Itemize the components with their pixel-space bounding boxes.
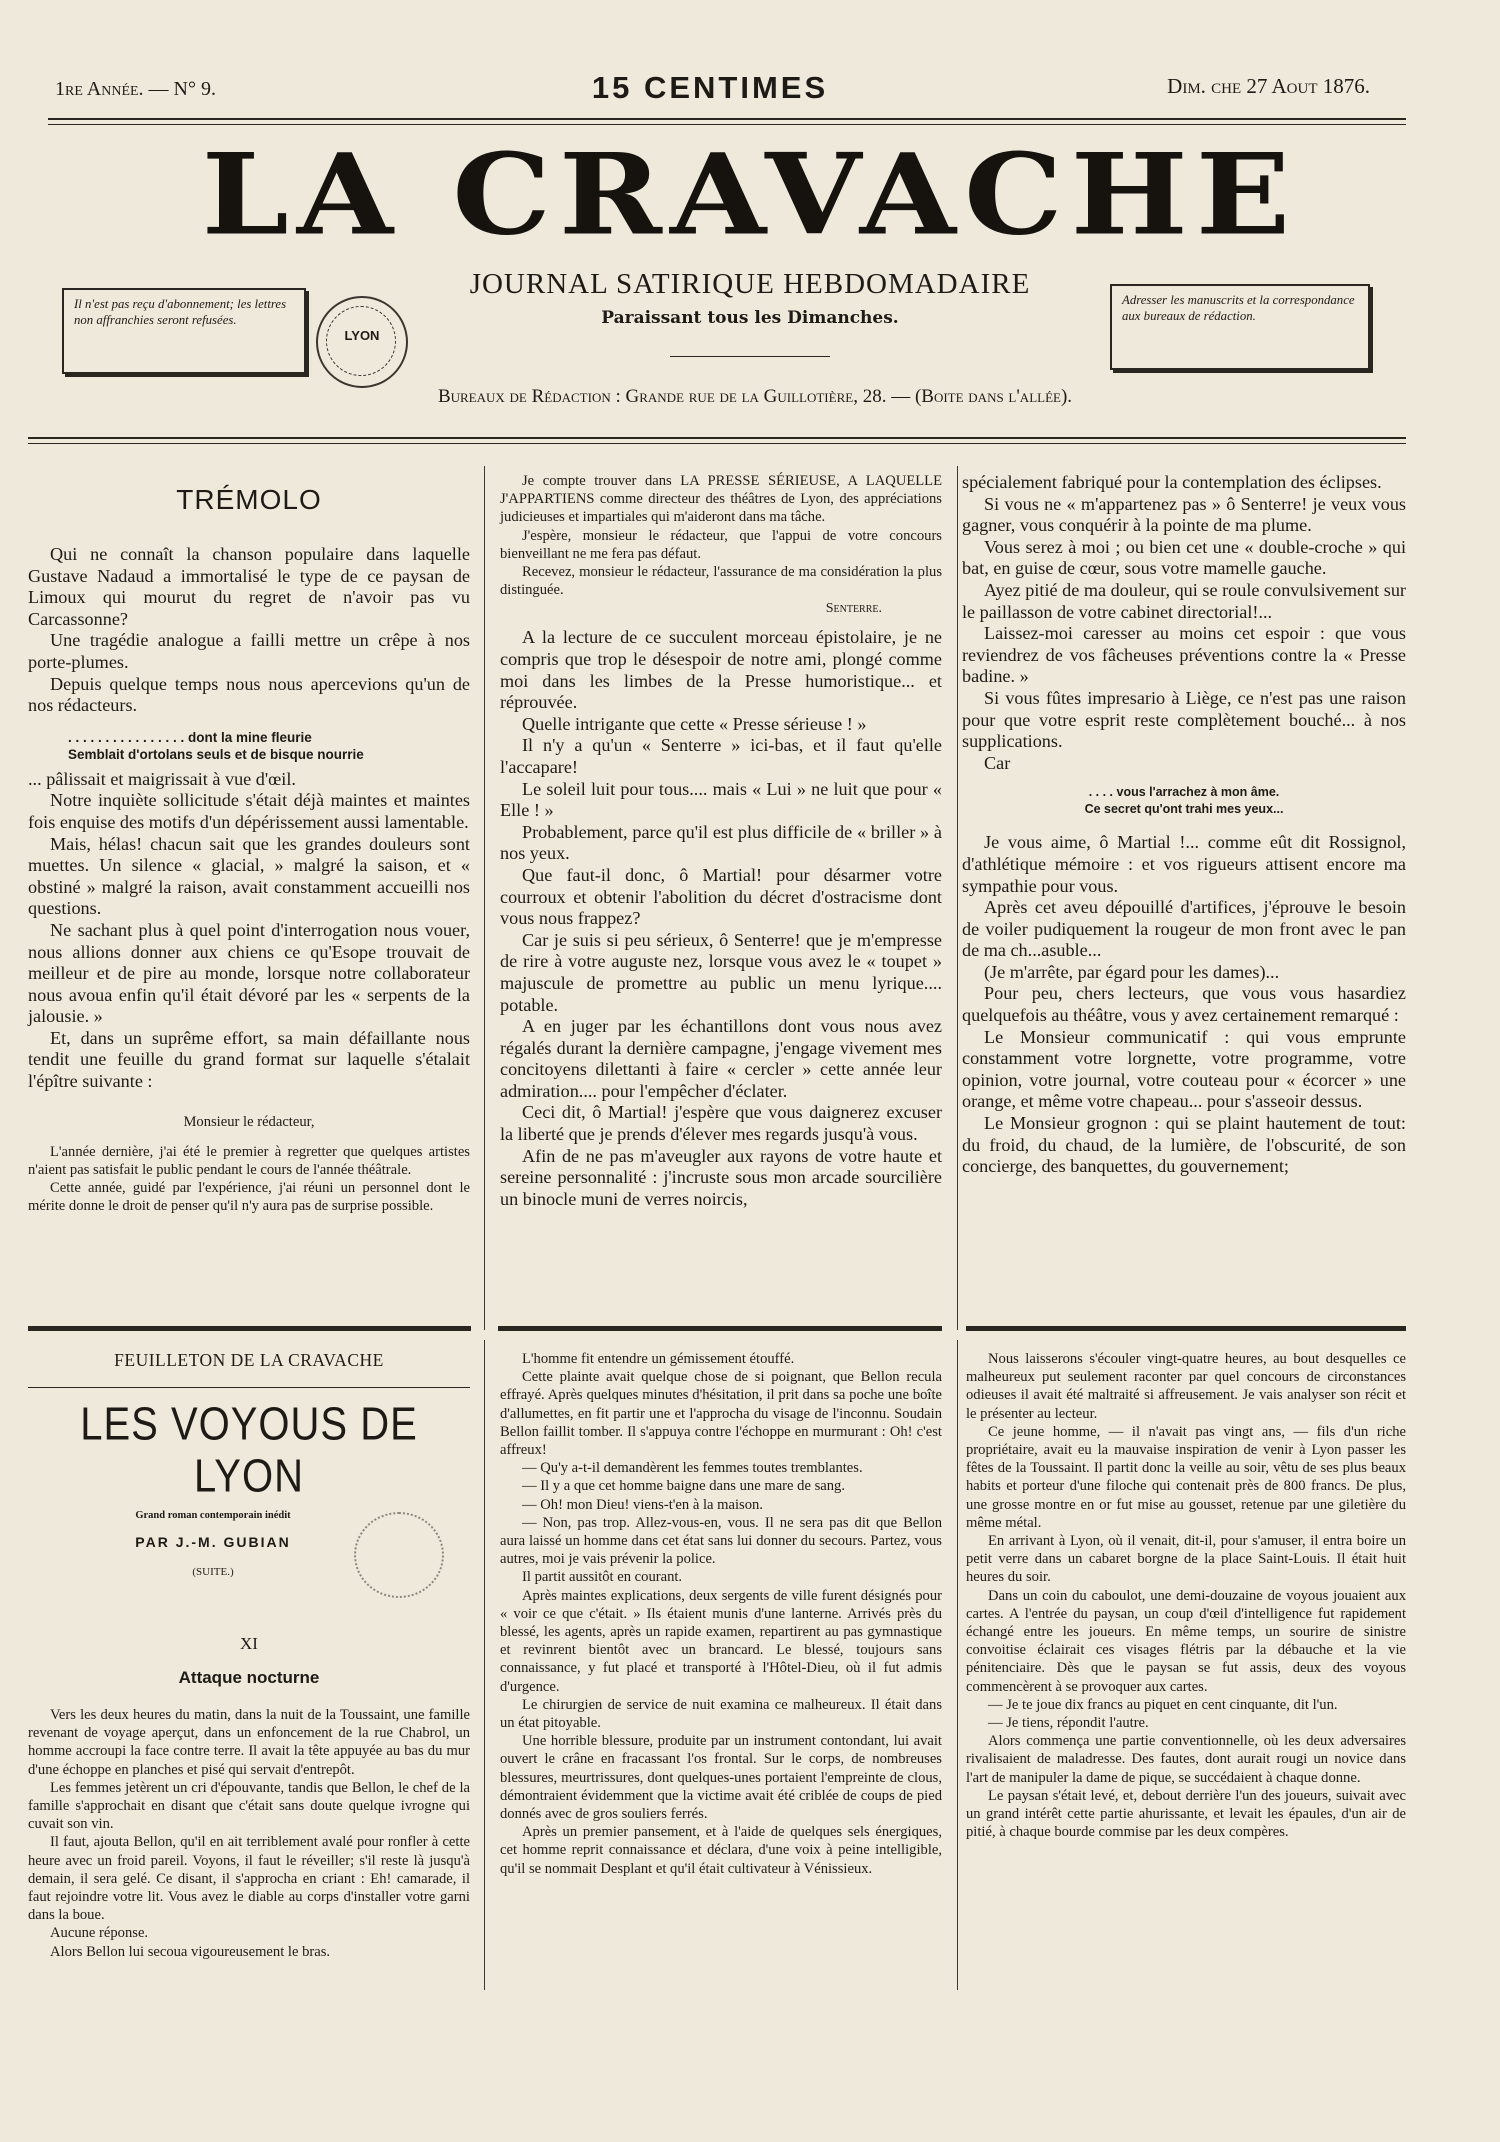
paragraph: Pour peu, chers lecteurs, que vous vous hasardiez quelquefois au théâtre, vous y avez certainement remarqué : (962, 983, 1406, 1026)
verse-line: . . . . vous l'arrachez à mon âme. (1088, 785, 1280, 800)
paragraph: L'année dernière, j'ai été le premier à regretter que quelques artistes n'aient pas satisfait le public pendant le cours de l'année théâtrale. (28, 1143, 470, 1179)
feuilleton-column-3 (966, 1350, 1406, 1841)
paragraph: Après maintes explications, deux sergents de ville furent désignés pour « voir ce que c'était. » Ils étaient munis d'une lanterne. Arrivés près du blessé, les agents, après un rapide examen, repartirent au pas gymnastique et revinrent bientôt avec un brancard. Le blessé, toujours sans connaissance, y fut placé et transporté à l'Hôtel-Dieu, où il fut admis d'urgence. (500, 1587, 942, 1695)
column-separator (957, 466, 958, 1330)
paragraph: Une horrible blessure, produite par un instrument contondant, lui avait ouvert le crâne en fracassant l'os frontal. Sur le corps, de nombreuses blessures, meurtrissures, dont quelques-unes portaient l'empreinte de clous, démontraient évidemment que la victime avait été criblée de coups de pied donnés avec de gros souliers ferrés. (500, 1733, 942, 1823)
novel-subtitle: Grand roman contemporain inédit (135, 1510, 291, 1521)
paragraph: Cette année, guidé par l'expérience, j'ai réuni un personnel dont le mérite donne le droit de penser qu'il n'y aura pas de surprise possible. (28, 1180, 470, 1215)
paragraph: Vers les deux heures du matin, dans la nuit de la Toussaint, une famille revenant de voyage aperçut, dans un enfoncement de la rue Chabrol, un homme accroupi la face contre terre. Il avait la tête appuyée au bas du mur d'une échoppe en planches et pisé qui servait d'entrepôt. (28, 1707, 470, 1778)
ink-stamp (354, 1512, 444, 1598)
paragraph: Que faut-il donc, ô Martial! pour désarmer votre courroux et obtenir l'abolition du décret d'ostracisme dont vous nous frappez? (500, 864, 942, 929)
issue-number: 1re Année. — N° 9. (55, 78, 216, 100)
paragraph: — Qu'y a-t-il demandèrent les femmes toutes tremblantes. (522, 1460, 863, 1477)
paragraph: Le paysan s'était levé, et, debout derrière l'un des joueurs, suivait avec un grand intérêt cette partie ahurissante, et levait les épaules, d'un air de pitié, à chaque bourde commise par les deux compères. (966, 1787, 1406, 1841)
column-2 (500, 472, 942, 1210)
paragraph: Cette plainte avait quelque chose de si poignant, que Bellon recula effrayé. Après quelques minutes d'hésitation, il prit dans sa poche une boîte d'allumettes, en fit partir une et l'approcha du visage de l'inconnu. Soudain Bellon faillit tomber. Il s'appuya contre l'échoppe en murmurant : Oh! c'est affreux! (500, 1369, 942, 1459)
paragraph: J'espère, monsieur le rédacteur, que l'appui de votre concours bienveillant ne me fera pas défaut. (500, 527, 942, 562)
paragraph: Alors commença une partie conventionnelle, où les deux adversaires rivalisaient de maladresse. Des fautes, dont aurait rougi un novice dans l'art de manipuler la dame de pique, se succédaient à chaque donne. (966, 1733, 1406, 1786)
novel-suite: (SUITE.) (192, 1566, 234, 1578)
paragraph: Car je suis si peu sérieux, ô Senterre! que je m'empresse de rire à votre auguste nez, lorsque vous avez le « toupet » majuscule de promettre au public un menu lyrique.... potable. (500, 929, 942, 1015)
paragraph: Nous laisserons s'écouler vingt-quatre heures, au bout desquelles ce malheureux put seulement raconter par quel concours de circonstances odieuses il avait été maltraité si affreusement. Je vais analyser son récit et le présenter au lecteur. (966, 1351, 1406, 1422)
paragraph: Afin de ne pas m'aveugler aux rayons de votre haute et sereine personnalité : j'incruste sous mon arcade sourcilière un binocle muni de verres noircis, (500, 1145, 942, 1209)
paragraph: spécialement fabriqué pour la contemplation des éclipses. (962, 472, 1382, 492)
paragraph: Il n'y a qu'un « Senterre » ici-bas, et il faut qu'elle l'accapare! (500, 735, 942, 777)
chapter-number: XI (240, 1634, 258, 1653)
letter-signature: Senterre. (825, 601, 882, 617)
novel-author: PAR J.-M. GUBIAN (135, 1534, 291, 1550)
paragraph: ... pâlissait et maigrissait à vue d'œil. (28, 768, 296, 789)
stamp-label: LYON (344, 328, 380, 343)
feuilleton-column-1 (28, 1350, 470, 1961)
paragraph: (Je m'arrête, par égard pour les dames)... (984, 961, 1280, 982)
masthead-tagline: Paraissant tous les Dimanches. (601, 308, 899, 328)
paragraph: Je compte trouver dans LA PRESSE SÉRIEUSE, A LAQUELLE J'APPARTIENS comme directeur des théâtres de Lyon, des appréciations judicieuses et impartiales qui m'aideront dans ma tâche. (500, 473, 942, 526)
tagline-ornament (670, 356, 830, 357)
paragraph: Car (984, 752, 1011, 773)
paragraph: Le Monsieur grognon : qui se plaint hautement de tout: du froid, du chaud, de la lumière, de l'obscurité, de son concierge, des banquettes, du gouvernement; (962, 1113, 1406, 1177)
paragraph: — Non, pas trop. Allez-vous-en, vous. Il ne sera pas dit que Bellon aura laissé un homme dans cet état sans lui donner du secours. Partez, vous autres, moi je vais prévenir la police. (500, 1514, 942, 1568)
paragraph: Il partit aussitôt en courant. (522, 1569, 683, 1586)
manuscripts-notice: Adresser les manuscrits et la correspondance aux bureaux de rédaction. (1110, 284, 1370, 370)
paragraph: Après un premier pansement, et à l'aide de quelques sels énergiques, cet homme reprit connaissance et déclara, d'une voix à peine intelligible, qu'il se nommait Desplant et qu'il était cultivateur à Vénissieux. (500, 1824, 942, 1877)
feuilleton-label-rule (28, 1387, 470, 1388)
masthead-subtitle: JOURNAL SATIRIQUE HEBDOMADAIRE (469, 268, 1031, 300)
paragraph: Une tragédie analogue a failli mettre un crêpe à nos porte-plumes. (28, 630, 470, 672)
header-rule-bottom-thin (28, 443, 1406, 444)
issue-date: Dim. che 27 Aout 1876. (1167, 74, 1370, 98)
paragraph: Notre inquiète sollicitude s'était déjà maintes et maintes fois enquise des motifs d'un dépérissement aussi lamentable. (28, 790, 470, 832)
verse-line: . . . . . . . . . . . . . . . . dont la mine fleurie (68, 729, 312, 745)
price: 15 CENTIMES (591, 70, 829, 105)
paragraph: — Je tiens, répondit l'autre. (988, 1715, 1149, 1732)
header-rule-top (48, 118, 1406, 120)
editorial-address: Bureaux de Rédaction : Grande rue de la Guillotière, 28. — (Boite dans l'allée). (437, 386, 1073, 407)
paragraph: Je vous aime, ô Martial !... comme eût dit Rossignol, d'athlétique mémoire : et vos rigueurs attisent encore ma sympathie pour vous. (962, 832, 1406, 896)
paragraph: Ceci dit, ô Martial! j'espère que vous daignerez excuser la liberté que je prends d'élever mes regards jusqu'à vous. (500, 1102, 942, 1145)
paragraph: Après cet aveu dépouillé d'artifices, j'éprouve le besoin de voiler pudiquement la rougeur de mon front avec le pan de ma ch...asuble... (962, 897, 1406, 961)
paragraph: Recevez, monsieur le rédacteur, l'assurance de ma considération la plus distinguée. (500, 564, 942, 599)
column-3 (962, 472, 1406, 1178)
paragraph: Quelle intrigante que cette « Presse sérieuse ! » (522, 713, 867, 734)
paragraph: A en juger par les échantillons dont vous nous avez régalés durant la dernière campagne, j'engage vivement mes concitoyens dilettanti à faire « cercler » cette année leur admiration.... pour l'empêcher d'éclater. (500, 1016, 942, 1101)
postal-stamp (316, 296, 408, 388)
feuilleton-rule (28, 1326, 471, 1331)
header-rule-top-thin (48, 124, 1406, 125)
masthead-title: LA CRAVACHE (201, 130, 1299, 261)
paragraph: Le chirurgien de service de nuit examina ce malheureux. Il était dans un état pitoyable. (500, 1696, 942, 1732)
feuilleton-rule (498, 1326, 942, 1331)
paragraph: Mais, hélas! chacun sait que les grandes douleurs sont muettes. Un silence « glacial, » malgré la saison, et « obstiné » malgré la raison, avait constamment accueilli nos questions. (28, 833, 470, 919)
paragraph: Alors Bellon lui secoua vigoureusement le bras. (50, 1943, 331, 1960)
column-separator (957, 1340, 958, 1990)
verse-line: Ce secret qu'ont trahi mes yeux... (1084, 802, 1284, 817)
paragraph: Les femmes jetèrent un cri d'épouvante, tandis que Bellon, le chef de la famille s'approchait en disant que c'était sans doute quelque ivrogne qui cuvait son vin. (28, 1779, 470, 1833)
paragraph: Depuis quelque temps nous nous apercevions qu'un de nos rédacteurs. (28, 673, 470, 716)
paragraph: L'homme fit entendre un gémissement étouffé. (522, 1351, 795, 1367)
feuilleton-label: FEUILLETON DE LA CRAVACHE (114, 1350, 384, 1370)
paragraph: Le Monsieur communicatif : qui vous emprunte constamment votre lorgnette, votre programme, votre opinion, votre journal, votre couteau pour « écorcer » une orange, et même votre chapeau... pour s'asseoir dessus. (962, 1026, 1406, 1112)
paragraph: Ce jeune homme, — il n'avait pas vingt ans, — fils d'un riche propriétaire, avait eu la mauvaise inspiration de venir à Lyon passer les fêtes de la Toussaint. Il partit donc la veille au soir, vêtu de ses plus beaux habits et porteur d'une filoche qui contenait près de 800 francs. De plus, une grosse montre en or fut mise au gousset, retenue par une giletière du même métal. (966, 1423, 1406, 1531)
paragraph: Dans un coin du caboulot, une demi-douzaine de voyous jouaient aux cartes. A l'entrée du paysan, un coup d'œil d'intelligence fut rapidement échangé entre les joueurs. En même temps, un sourire de sinistre convoitise éclairait ces visages flétris par la débauche et la vie pénitenciaire. Dès que le paysan se fut assis, deux des voyous commencèrent à se provoquer aux cartes. (966, 1587, 1406, 1695)
column-1 (28, 470, 470, 1216)
letter-salutation: Monsieur le rédacteur, (183, 1113, 315, 1130)
novel-title: LES VOYOUS DE LYON (80, 1399, 418, 1502)
paragraph: Probablement, parce qu'il est plus difficile de « briller » à nos yeux. (500, 821, 942, 864)
column-separator (484, 466, 485, 1330)
paragraph: Aucune réponse. (50, 1925, 149, 1942)
paragraph: Si vous fûtes impresario à Liège, ce n'est pas une raison pour que votre esprit reste complètement bouché... à nos supplications. (962, 687, 1406, 752)
paragraph: En arrivant à Lyon, où il venait, dit-il, pour s'amuser, il entra boire un petit verre dans un cabaret borgne de la place Saint-Louis. Il était huit heures du soir. (966, 1533, 1406, 1586)
paragraph: — Il y a que cet homme baigne dans une mare de sang. (522, 1478, 845, 1495)
paragraph: — Oh! mon Dieu! viens-t'en à la maison. (522, 1496, 763, 1513)
chapter-title: Attaque nocturne (178, 1668, 320, 1687)
paragraph: Vous serez à moi ; ou bien cet une « double-croche » qui bat, en guise de cœur, sous votre mamelle gauche. (962, 536, 1406, 579)
paragraph: A la lecture de ce succulent morceau épistolaire, je ne compris que trop le désespoir de notre ami, plongé comme moi dans les limbes de la Presse humoristique... et réprouvée. (500, 627, 942, 713)
paragraph: Qui ne connaît la chanson populaire dans laquelle Gustave Nadaud a immortalisé le type de ce paysan de Limoux qui mourut du regret de n'avoir pas vu Carcassonne? (28, 544, 470, 629)
article-title: TRÉMOLO (176, 484, 322, 515)
paragraph: Le soleil luit pour tous.... mais « Lui » ne luit que pour « Elle ! » (500, 778, 942, 821)
paragraph: Il faut, ajouta Bellon, qu'il en ait terriblement avalé pour ronfler à cette heure avec un froid pareil. Voyons, il faut le réveiller; s'il reste là jusqu'à demain, il sera gelé. Ce disant, il s'approcha en criant : Eh! camarade, il faut rejoindre votre lit. Vous avez le diable au corps d'installer votre garni dans la boue. (28, 1834, 470, 1924)
paragraph: Si vous ne « m'appartenez pas » ô Senterre! je veux vous gagner, vous conquérir à la pointe de ma plume. (962, 493, 1406, 536)
paragraph: Ayez pitié de ma douleur, qui se roule convulsivement sur le paillasson de votre cabinet directorial!... (962, 579, 1406, 622)
paragraph: Laissez-moi caresser au moins cet espoir : que vous reviendrez de vos fâcheuses préventions contre la « Presse badine. » (962, 623, 1406, 687)
paragraph: Et, dans un suprême effort, sa main défaillante nous tendit une feuille du grand format sur laquelle s'étalait l'épître suivante : (28, 1027, 470, 1092)
header-rule-bottom (28, 437, 1406, 439)
paragraph: — Je te joue dix francs au piquet en cent cinquante, dit l'un. (988, 1696, 1338, 1713)
feuilleton-rule (966, 1326, 1406, 1331)
paragraph: Ne sachant plus à quel point d'interrogation nous vouer, nous allions donner aux chiens ce qu'Esope trouvait de meilleur et de pire au monde, lorsque notre collaborateur nous avoua enfin qu'il était dévoré par les « serpents de la jalousie. » (28, 919, 470, 1027)
feuilleton-column-2 (500, 1350, 942, 1878)
verse-line: Semblait d'ortolans seuls et de bisque nourrie (68, 746, 364, 762)
column-separator (484, 1340, 485, 1990)
subscription-notice: Il n'est pas reçu d'abonnement; les lettres non affranchies seront refusées. (62, 288, 306, 374)
